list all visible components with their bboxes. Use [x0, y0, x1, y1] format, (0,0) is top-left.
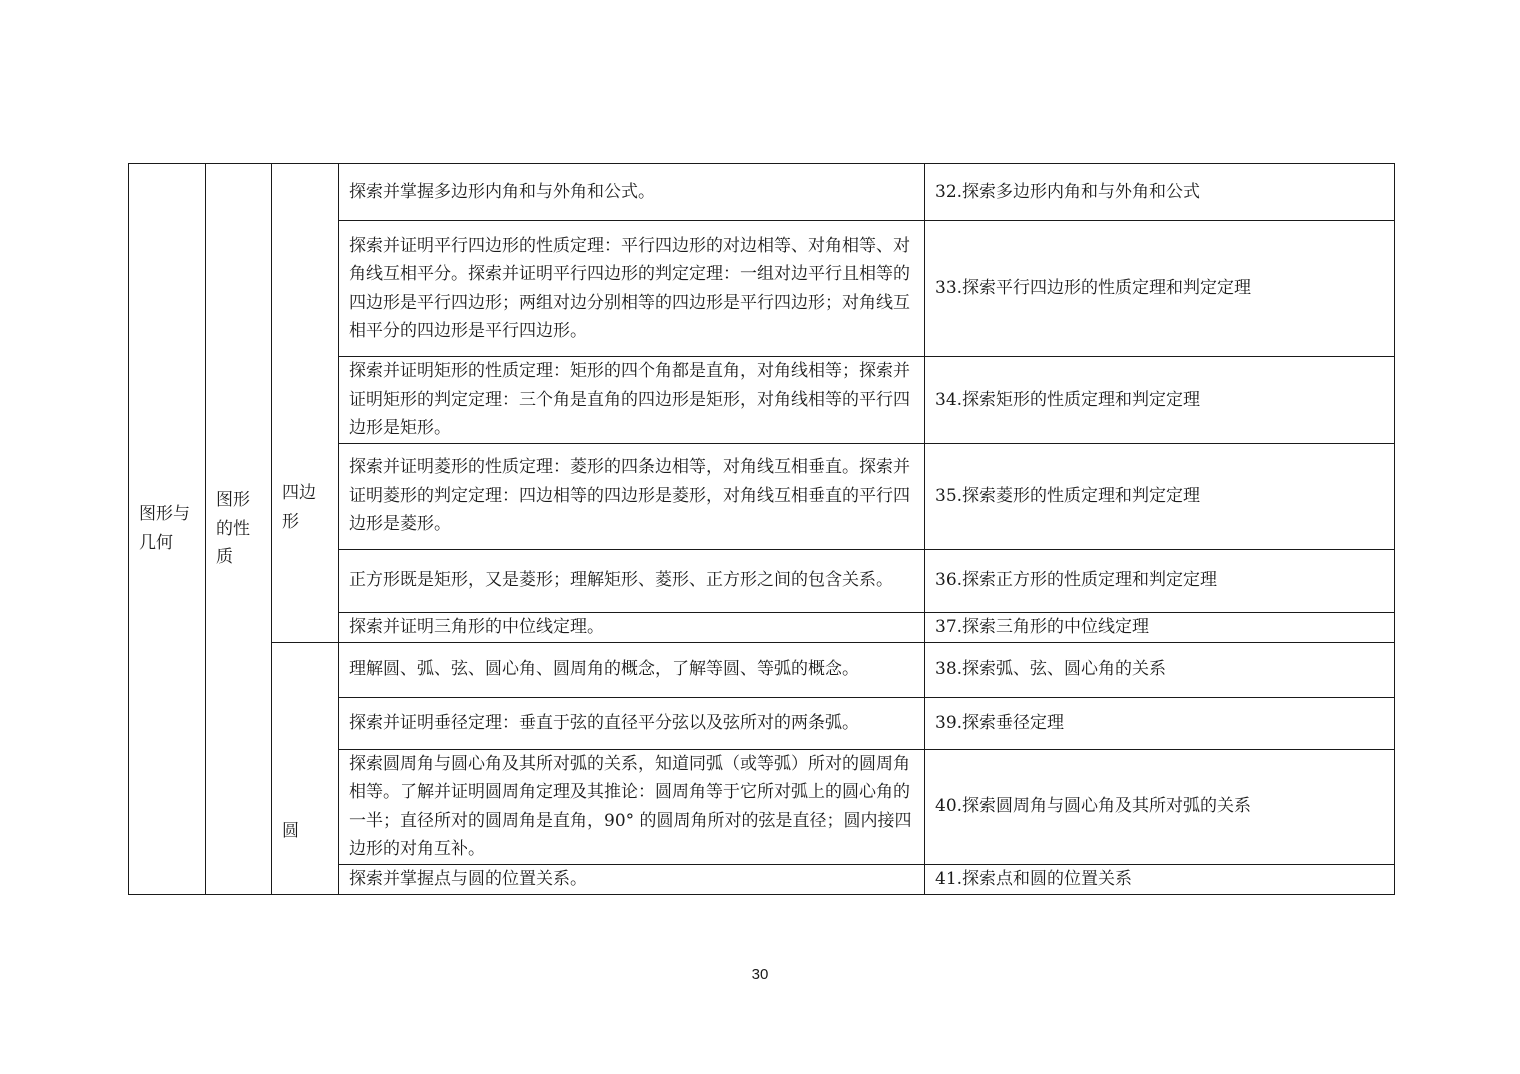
requirement-cell: 探索并证明三角形的中位线定理。: [339, 612, 925, 642]
requirement-cell: 探索并证明矩形的性质定理：矩形的四个角都是直角，对角线相等；探索并证明矩形的判定定理：三个角是直角的四边形是矩形，对角线相等的平行四边形是矩形。: [339, 357, 925, 444]
requirement-cell: 探索圆周角与圆心角及其所对弧的关系，知道同弧（或等弧）所对的圆周角相等。了解并证明圆周角定理及其推论：圆周角等于它所对弧上的圆心角的一半；直径所对的圆周角是直角，90° 的圆周角所对的弦是直径；圆内接四边形的对角互补。: [339, 749, 925, 864]
activity-cell: 34.探索矩形的性质定理和判定定理: [925, 357, 1395, 444]
activity-cell: 39.探索垂径定理: [925, 697, 1395, 749]
activity-cell: 40.探索圆周角与圆心角及其所对弧的关系: [925, 749, 1395, 864]
requirement-cell: 正方形既是矩形，又是菱形；理解矩形、菱形、正方形之间的包含关系。: [339, 549, 925, 612]
table-row: [129, 642, 1395, 697]
table-row: [129, 164, 1395, 221]
activity-cell: 37.探索三角形的中位线定理: [925, 612, 1395, 642]
subdomain-cell: 图形的性质: [206, 164, 272, 895]
requirement-cell: 探索并证明平行四边形的性质定理：平行四边形的对边相等、对角相等、对角线互相平分。探索并证明平行四边形的判定定理：一组对边平行且相等的四边形是平行四边形；两组对边分别相等的四边形是平行四边形；对角线互相平分的四边形是平行四边形。: [339, 221, 925, 357]
activity-cell: 33.探索平行四边形的性质定理和判定定理: [925, 221, 1395, 357]
topic-cell-circle: [272, 642, 339, 894]
activity-cell: 35.探索菱形的性质定理和判定定理: [925, 443, 1395, 549]
requirement-cell: 探索并掌握多边形内角和与外角和公式。: [339, 164, 925, 221]
requirement-cell: 探索并证明垂径定理：垂直于弦的直径平分弦以及弦所对的两条弧。: [339, 697, 925, 749]
topic-cell-quadrilateral: [272, 164, 339, 643]
requirement-cell: 探索并证明菱形的性质定理：菱形的四条边相等，对角线互相垂直。探索并证明菱形的判定定理：四边相等的四边形是菱形，对角线互相垂直的平行四边形是菱形。: [339, 443, 925, 549]
requirement-cell: 理解圆、弧、弦、圆心角、圆周角的概念，了解等圆、等弧的概念。: [339, 642, 925, 697]
requirement-cell: 探索并掌握点与圆的位置关系。: [339, 864, 925, 894]
topic-label: 四边形: [282, 483, 316, 532]
topic-label: 圆: [282, 820, 299, 841]
activity-cell: 38.探索弧、弦、圆心角的关系: [925, 642, 1395, 697]
activity-cell: 32.探索多边形内角和与外角和公式: [925, 164, 1395, 221]
page-number: 30: [751, 966, 769, 983]
activity-cell: 36.探索正方形的性质定理和判定定理: [925, 549, 1395, 612]
domain-cell: 图形与几何: [129, 164, 206, 895]
curriculum-table: [128, 163, 1395, 895]
activity-cell: 41.探索点和圆的位置关系: [925, 864, 1395, 894]
